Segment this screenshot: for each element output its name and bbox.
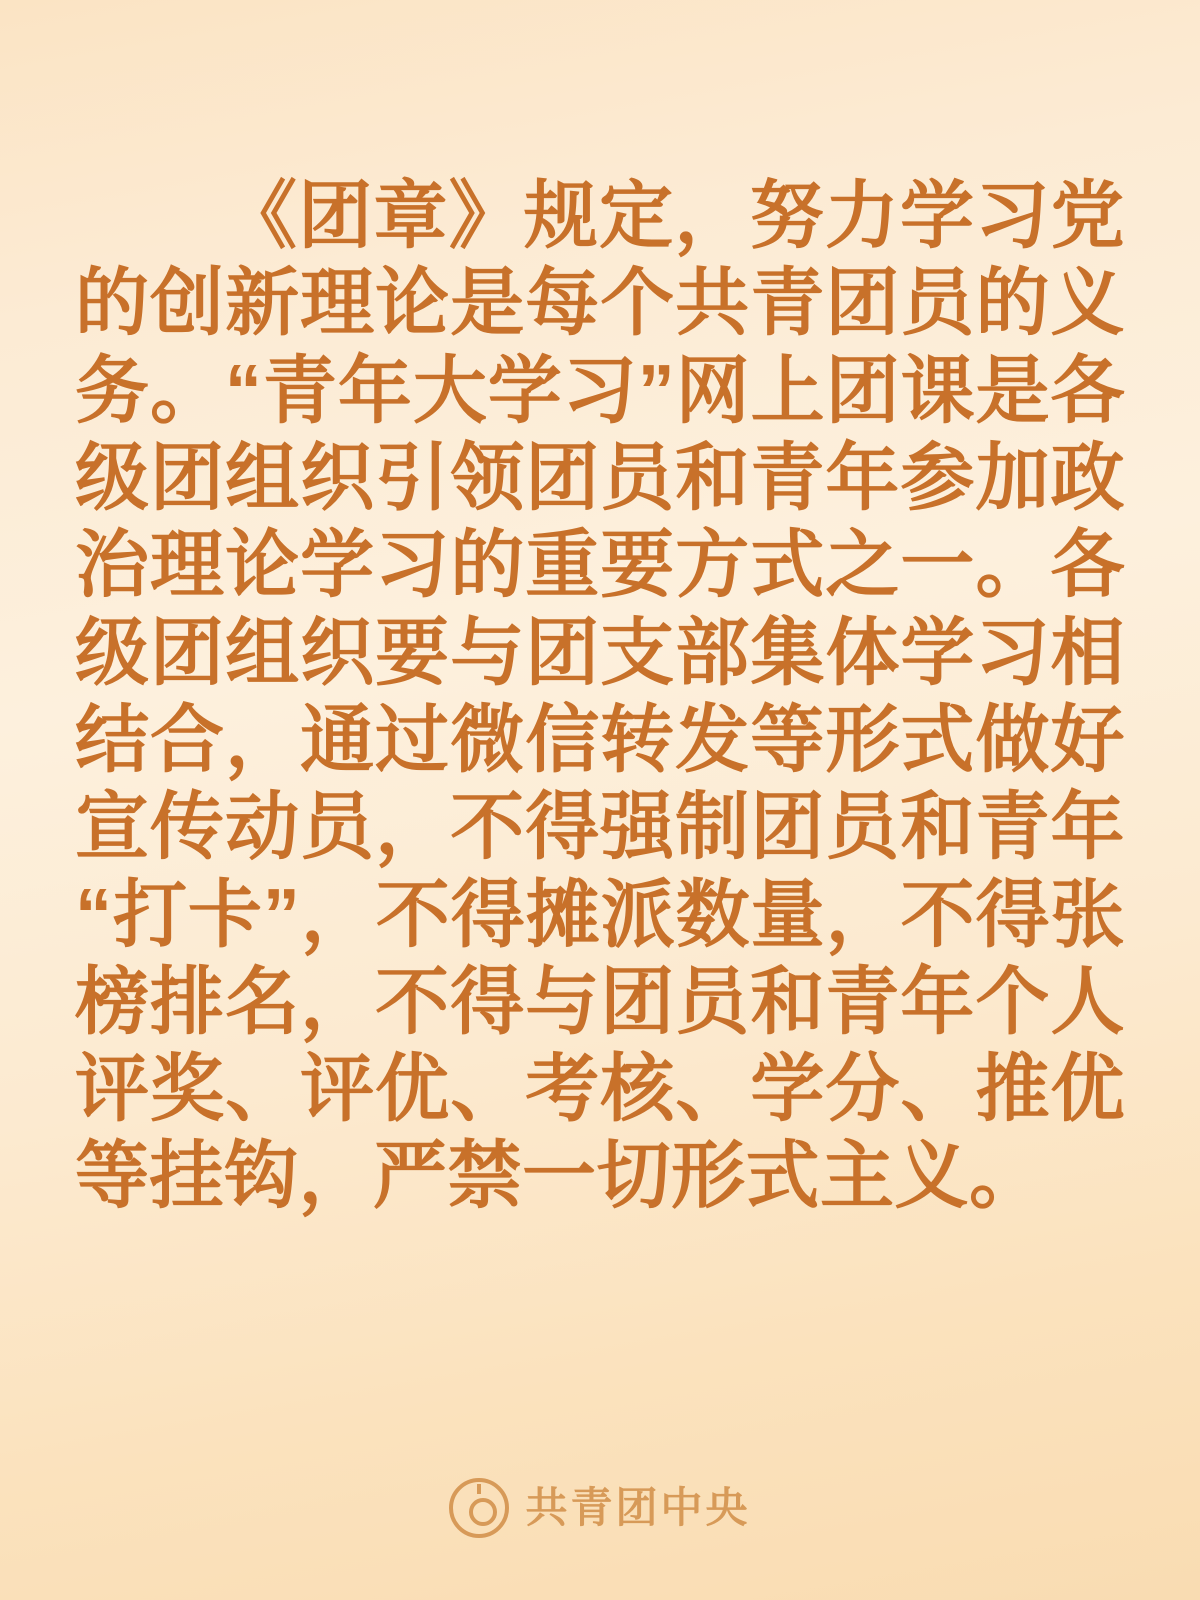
at-sign-circle-icon: [449, 1478, 509, 1538]
poster-body-text: 《团章》规定，努力学习党的创新理论是每个共青团员的义务。“青年大学习”网上团课是各级团组织引领团员和青年参加政治理论学习的重要方式之一。各级团组织要与团支部集体学习相结合，通过微信转发等形式做好宣传动员，不得强制团员和青年“打卡”，不得摊派数量，不得张榜排名，不得与团员和青年个人评奖、评优、考核、学分、推优等挂钩，严禁一切形式主义。: [75, 174, 1125, 1218]
poster-footer: [0, 1478, 1200, 1538]
account-name: 共青团中央: [525, 1484, 751, 1531]
